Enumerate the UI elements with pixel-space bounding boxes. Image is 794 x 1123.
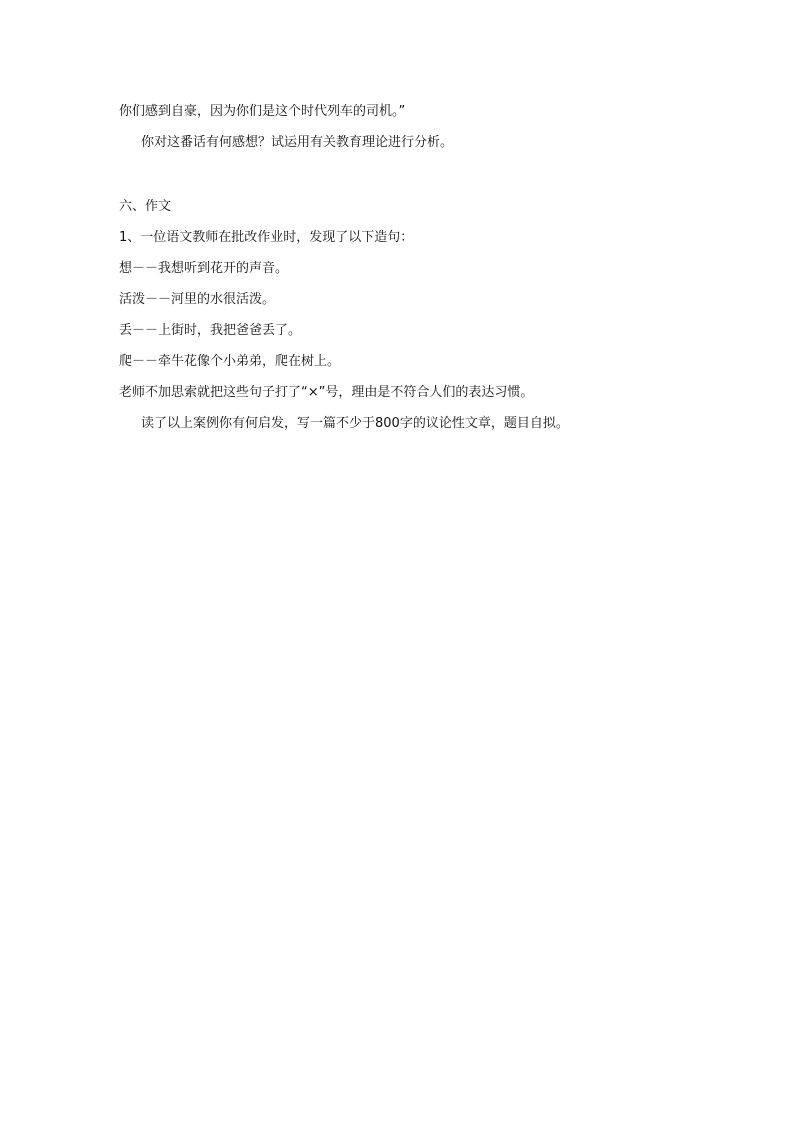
teacher-comment: 老师不加思索就把这些句子打了“×”号，理由是不符合人们的表达习惯。 bbox=[119, 385, 534, 400]
writing-prompt: 读了以上案例你有何启发，写一篇不少于800字的议论性文章，题目自拟。 bbox=[141, 416, 569, 431]
question-intro: 1、一位语文教师在批改作业时，发现了以下造句： bbox=[119, 230, 414, 245]
paragraph-quote-ending: 你们感到自豪，因为你们是这个时代列车的司机。” bbox=[119, 104, 406, 119]
example-sentence-3: 丢－－上街时，我把爸爸丢了。 bbox=[119, 323, 302, 338]
example-sentence-1: 想－－我想听到花开的声音。 bbox=[119, 261, 289, 276]
section-heading-composition: 六、作文 bbox=[119, 199, 172, 214]
paragraph-question: 你对这番话有何感想？试运用有关教育理论进行分析。 bbox=[141, 135, 454, 150]
example-sentence-2: 活泼－－河里的水很活泼。 bbox=[119, 292, 276, 307]
example-sentence-4: 爬－－牵牛花像个小弟弟，爬在树上。 bbox=[119, 354, 341, 369]
